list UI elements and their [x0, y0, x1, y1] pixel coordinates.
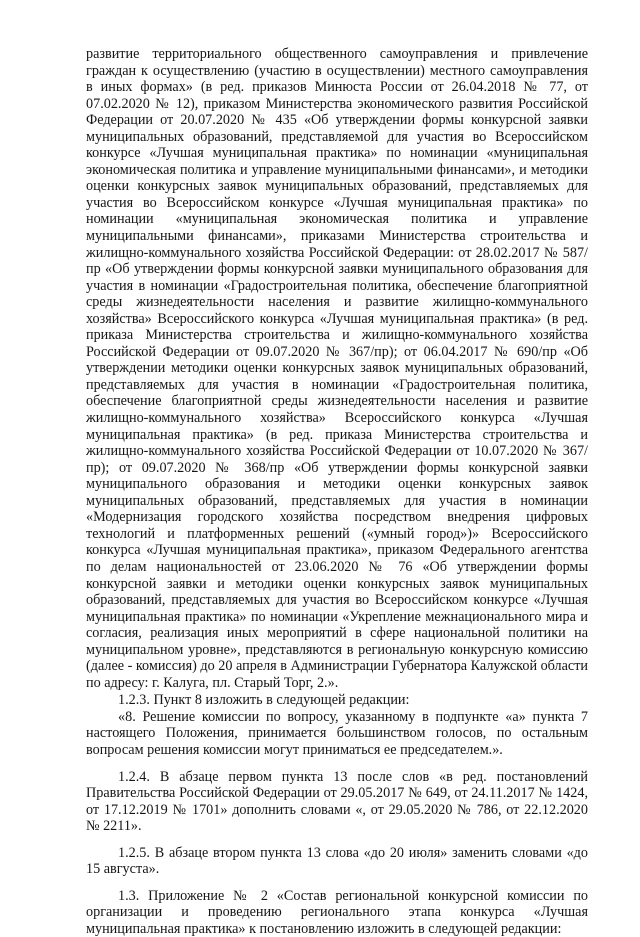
paragraph-1-2-3: 1.2.3. Пункт 8 изложить в следующей редакции: [118, 692, 410, 709]
paragraph-1-3: 1.3. Приложение № 2 «Состав региональной конкурсной комиссии по организации и проведению регионального этапа конкурса «Лучшая муниципальная практика» к постановлению изложить в следующей редакции: [86, 887, 588, 937]
paragraph-quote-8: «8. Решение комиссии по вопросу, указанному в подпункте «а» пункта 7 настоящего Положения, принимается большинством голосов, по остальным вопросам решения комиссии могут приниматься ее председателем.». [86, 708, 588, 758]
paragraph-1-2-5: 1.2.5. В абзаце втором пункта 13 слова «до 20 июля» заменить словами «до 15 августа». [86, 844, 588, 878]
paragraph-main: развитие территориального общественного самоуправления и привлечение граждан к осуществлению (участию в осуществлении) местного самоуправления в иных формах» (в ред. приказов Минюста России от 26.04.2018 № 77, от 07.02.2020 № 12), приказом Министерства экономического развития Российской Федерации от 20.07.2020 № 435 «Об утверждении формы конкурсной заявки муниципальных образований, представляемой для участия во Всероссийском конкурсе «Лучшая муниципальная практика» по номинации «муниципальная экономическая политика и управление муниципальными финансами», и методики оценки конкурсных заявок муниципальных образований, представляемых для участия во Всероссийском конкурсе «Лучшая муниципальная практика» по номинации «муниципальная экономическая политика и управление муниципальными финансами», приказами Министерства строительства и жилищно-коммунального хозяйства Российской Федерации: от 28.02.2017 № 587/пр «Об утверждении формы конкурсной заявки муниципального образования для участия в номинации «Градостроительная политика, обеспечение благоприятной среды жизнедеятельности населения и развитие жилищно-коммунального хозяйства» Всероссийского конкурса «Лучшая муниципальная практика» (в ред. приказа Министерства строительства и жилищно-коммунального хозяйства Российской Федерации от 09.07.2020 № 367/пр); от 06.04.2017 № 690/пр «Об утверждении методики оценки конкурсных заявок муниципальных образований, представляемых для участия в номинации «Градостроительная политика, обеспечение благоприятной среды жизнедеятельности населения и развитие жилищно-коммунального хозяйства» Всероссийского конкурса «Лучшая муниципальная практика» (в ред. приказа Министерства строительства и жилищно-коммунального хозяйства Российской Федерации от 10.07.2020 № 367/пр); от 09.07.2020 № 368/пр «Об утверждении формы конкурсной заявки муниципального образования и методики оценки конкурсных заявок муниципальных образований, представляемых для участия в номинации «Модернизация городского хозяйства посредством внедрения цифровых технологий и платформенных решений («умный город»)» Всероссийского конкурса «Лучшая муниципальная практика», приказом Федерального агентства по делам национальностей от 23.06.2020 № 76 «Об утверждении формы конкурсной заявки и методики оценки конкурсных заявок муниципальных образований, представляемых для участия во Всероссийском конкурсе «Лучшая муниципальная практика» по номинации «Укрепление межнационального мира и согласия, реализация иных мероприятий в сфере национальной политики на муниципальном уровне», представляются в региональную конкурсную комиссию (далее - комиссия) до 20 апреля в Администрации Губернатора Калужской области по адресу: г. Калуга, пл. Старый Торг, 2.». [86, 46, 589, 691]
paragraph-1-2-4: 1.2.4. В абзаце первом пункта 13 после слов «в ред. постановлений Правительства Российской Федерации от 29.05.2017 № 649, от 24.11.2017 № 1424, от 17.12.2019 № 1701» дополнить словами «, от 29.05.2020 № 786, от 22.12.2020 № 2211». [86, 768, 588, 835]
